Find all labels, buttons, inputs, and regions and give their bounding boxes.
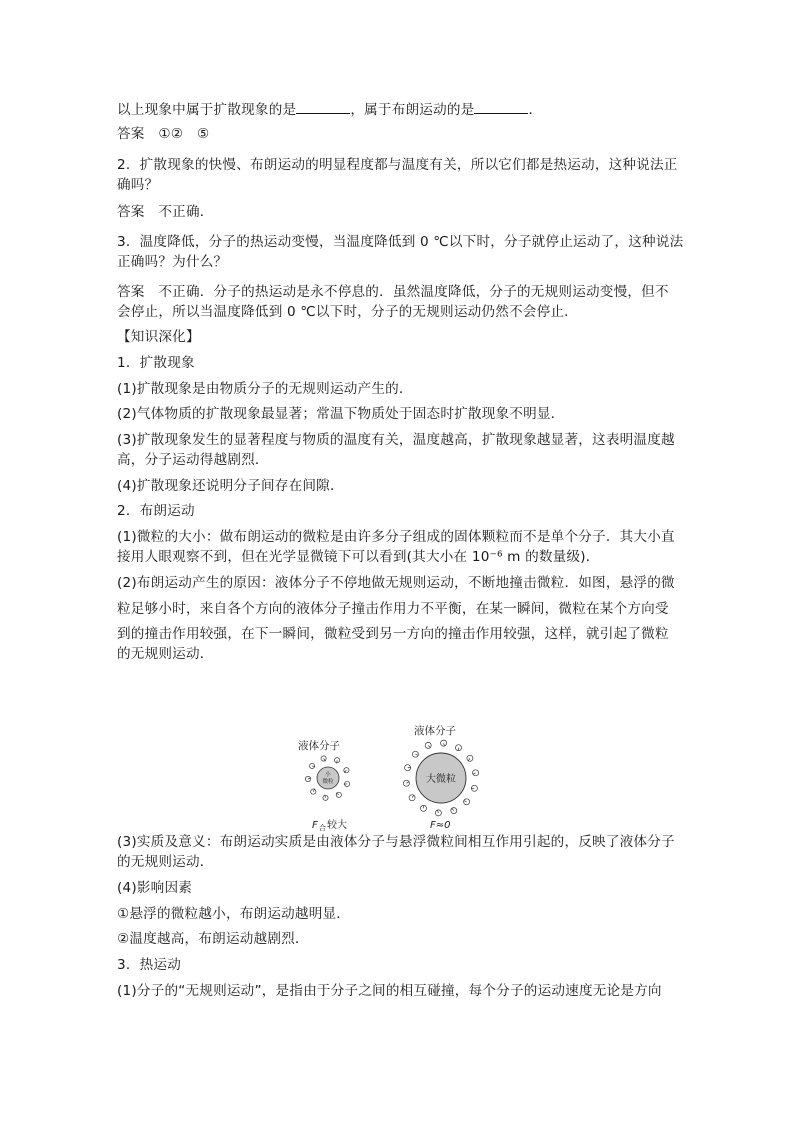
small-particle-label-1: 小 <box>325 772 331 778</box>
text-line <box>117 929 677 949</box>
liquid-molecule <box>441 740 447 746</box>
line-text: 答案 不正确．分子的热运动是永不停息的．虽然温度降低，分子的无规则运动变慢，但不 <box>117 284 669 300</box>
liquid-molecule <box>473 770 479 776</box>
right-molecule-label: 液体分子 <box>414 725 456 737</box>
left-molecule-label: 液体分子 <box>298 740 340 752</box>
right-caption: F≈0 <box>430 820 451 831</box>
text-line <box>117 832 677 852</box>
text-line <box>117 573 677 593</box>
line-text: (3)实质及意义：布朗运动实质是由液体分子与悬浮微粒间相互作用引起的，反映了液体分子 <box>117 834 675 850</box>
motion-arrow <box>424 805 425 808</box>
small-particle <box>317 767 339 789</box>
liquid-molecule <box>403 780 409 786</box>
line-text: 2．布朗运动 <box>117 503 195 519</box>
text-line <box>117 527 677 547</box>
small-particle-label-2: 微粒 <box>322 779 334 785</box>
line-text: 2．扩散现象的快慢、布朗运动的明显程度都与温度有关，所以它们都是热运动，这种说法正 <box>117 157 678 173</box>
line-text: 的无规则运动． <box>117 646 214 662</box>
text-line <box>117 327 677 347</box>
liquid-molecule <box>467 755 473 761</box>
brownian-motion-figure <box>290 720 520 835</box>
left-caption-sub: 合 <box>319 824 326 832</box>
line-text: (1)分子的“无规则运动”，是指由于分子之间的相互碰撞，每个分子的运动速度无论是方向 <box>117 983 662 999</box>
text-line <box>117 353 677 373</box>
line-text: 3．热运动 <box>117 957 182 973</box>
liquid-molecule <box>409 795 415 801</box>
text-line <box>117 100 677 120</box>
text-line <box>117 644 677 664</box>
answer-blank <box>474 101 528 114</box>
line-text: 确吗？ <box>117 177 159 193</box>
liquid-molecule <box>323 795 328 800</box>
text-line <box>117 282 677 302</box>
line-text: 答案 不正确． <box>117 204 214 220</box>
text-line <box>117 202 677 222</box>
line-text: 粒足够小时，来自各个方向的液体分子撞击作用力不平衡，在某一瞬间，微粒在某个方向受 <box>117 601 669 617</box>
liquid-molecule <box>336 792 341 797</box>
text-line <box>117 904 677 924</box>
line-text: 答案 ①② ⑤ <box>117 126 210 142</box>
motion-arrow <box>458 748 459 751</box>
text-line <box>117 404 677 424</box>
line-text: 1．扩散现象 <box>117 355 195 371</box>
line-text: ①悬浮的微粒越小，布朗运动越明显． <box>117 906 351 922</box>
line-text: 正确吗？为什么？ <box>117 254 228 270</box>
liquid-molecule <box>435 810 441 816</box>
line-text: ，属于布朗运动的是 <box>350 102 475 118</box>
line-text: 的无规则运动． <box>117 854 214 870</box>
text-line <box>117 476 677 496</box>
text-line <box>117 852 677 872</box>
line-text: (3)扩散现象发生的显著程度与物质的温度有关，温度越高，扩散现象越显著，这表明温度越 <box>117 432 675 448</box>
text-line <box>117 955 677 975</box>
line-text: 会停止，所以当温度降低到 0 ℃以下时，分子的无规则运动仍然不会停止． <box>117 304 578 320</box>
line-text: ． <box>528 102 543 118</box>
line-text: (4)扩散现象还说明分子间存在间隙． <box>117 478 344 494</box>
line-text: 【知识深化】 <box>117 329 200 345</box>
line-text: 以上现象中属于扩散现象的是 <box>117 102 297 118</box>
text-line <box>117 878 677 898</box>
line-text: 接用人眼观察不到，但在光学显微镜下可以看到(其大小在 10⁻⁶ m 的数量级)． <box>117 549 600 565</box>
text-line <box>117 232 684 252</box>
text-line <box>117 430 677 450</box>
answer-blank <box>296 101 350 114</box>
text-line <box>117 981 677 1001</box>
text-line <box>117 547 677 567</box>
text-line <box>117 155 677 175</box>
text-line <box>117 379 677 399</box>
text-line <box>117 124 677 144</box>
text-line <box>117 252 677 272</box>
large-particle-label: 大微粒 <box>426 774 456 785</box>
line-text: (2)气体物质的扩散现象最显著；常温下物质处于固态时扩散现象不明显． <box>117 406 565 422</box>
left-caption-f: F <box>312 820 318 831</box>
line-text: (1)微粒的大小：做布朗运动的微粒是由许多分子组成的固体颗粒而不是单个分子．其大小直 <box>117 529 675 545</box>
line-text: 高，分子运动得越剧烈． <box>117 452 269 468</box>
line-text: 到的撞击作用较强，在下一瞬间，微粒受到另一方向的撞击作用较强，这样，就引起了微粒 <box>117 626 669 642</box>
line-text: 3．温度降低，分子的热运动变慢，当温度降低到 0 ℃以下时，分子就停止运动了，这种说法 <box>117 234 684 250</box>
text-line <box>117 302 677 322</box>
text-line <box>117 450 677 470</box>
line-text: ②温度越高，布朗运动越剧烈． <box>117 931 309 947</box>
text-line <box>117 175 677 195</box>
left-caption-rest: 较大 <box>327 820 347 831</box>
line-text: (2)布朗运动产生的原因：液体分子不停地做无规则运动，不断地撞击微粒．如图，悬浮的微 <box>117 575 675 591</box>
text-line <box>117 501 677 521</box>
text-line <box>117 599 677 619</box>
line-text: (1)扩散现象是由物质分子的无规则运动产生的． <box>117 381 413 397</box>
text-line <box>117 624 677 644</box>
line-text: (4)影响因素 <box>117 880 193 896</box>
liquid-molecule <box>412 751 418 757</box>
